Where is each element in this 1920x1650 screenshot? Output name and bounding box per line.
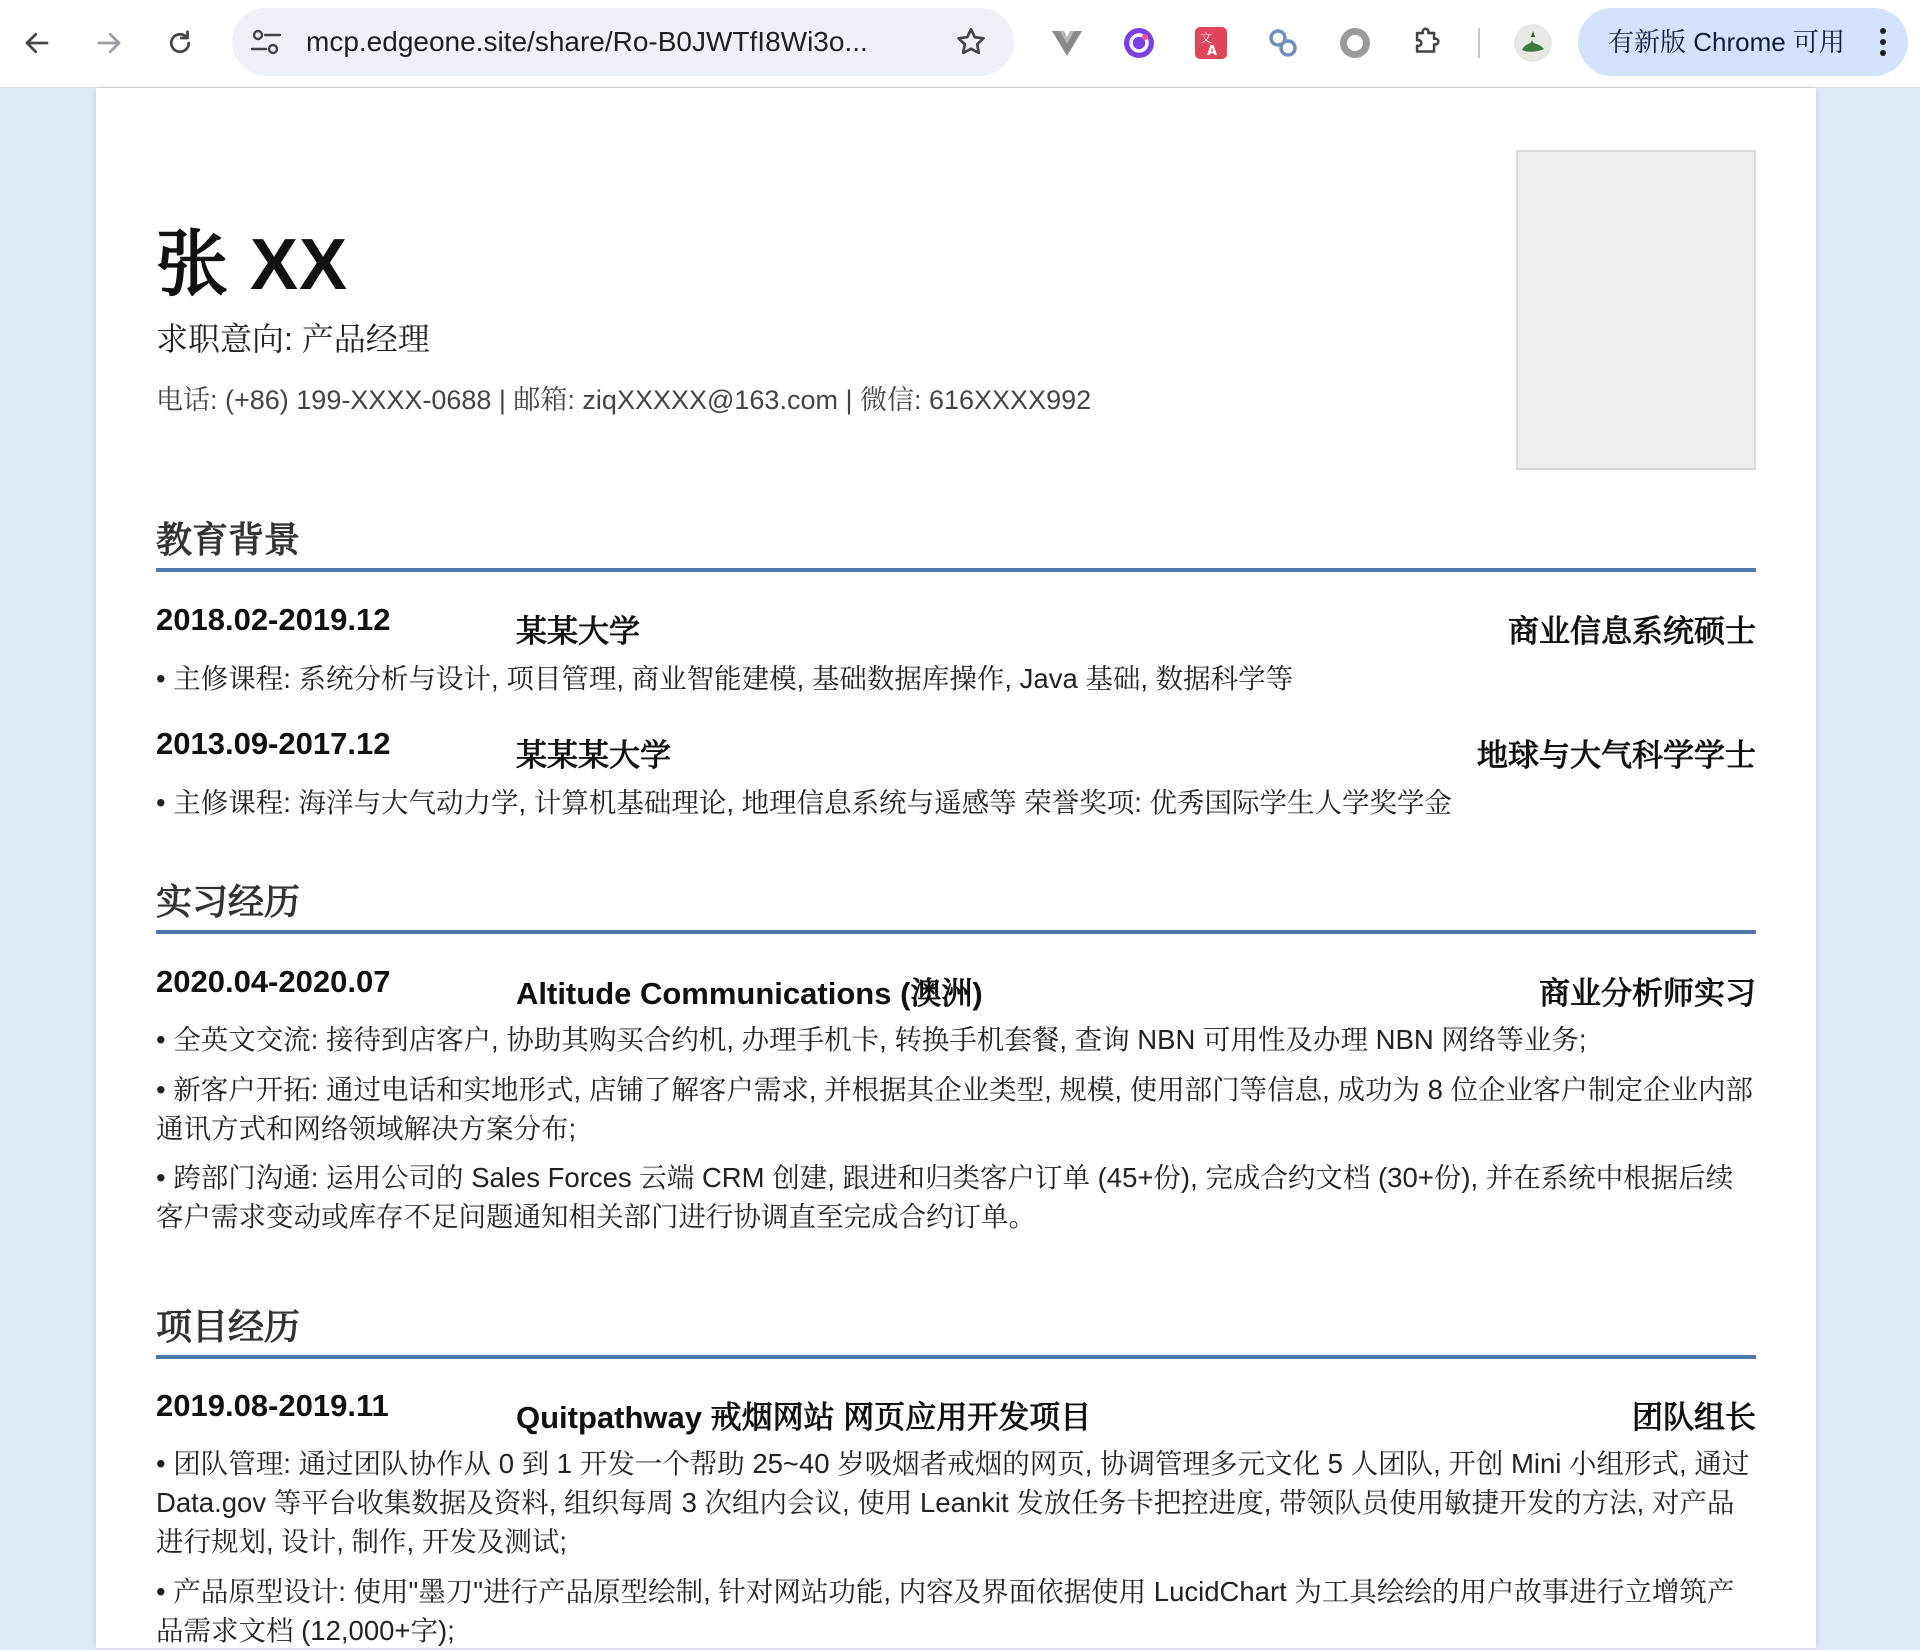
internship-bullet: • 跨部门沟通: 运用公司的 Sales Forces 云端 CRM 创建, 跟进和归类客户订单 (45+份), 完成合约文档 (30+份), 并在系统中根据后续客户需求变动或库存不足问题通知相关部门进行协调直至完成合约订单。 [156, 1162, 1734, 1232]
contact-info: 电话: (+86) 199-XXXX-0688 | 邮箱: ziqXXXXX@163.com | 微信: 616XXXX992 [156, 385, 1092, 415]
project-name: Quitpathway 戒烟网站 网页应用开发项目 [516, 1400, 1092, 1435]
extension-circle-icon [1122, 26, 1156, 60]
reload-button[interactable] [155, 18, 205, 68]
project-bullet: • 产品原型设计: 使用"墨刀"进行产品原型绘制, 针对网站功能, 内容及界面依据使用 LucidChart 为工具绘绘的用户故事进行立增筑产品需求文档 (12,000+字); [156, 1576, 1735, 1646]
extension-v[interactable] [1046, 22, 1088, 64]
education-date: 2018.02-2019.12 [156, 602, 391, 637]
extension-link[interactable] [1262, 22, 1304, 64]
profile-button[interactable] [1512, 22, 1554, 64]
extensions-puzzle-icon [1410, 26, 1444, 60]
education-school: 某某某大学 [516, 738, 671, 773]
svg-text:文: 文 [1200, 31, 1213, 45]
section-title-project: 项目经历 [156, 1306, 301, 1347]
section-divider [156, 930, 1756, 934]
svg-text:A: A [1207, 44, 1218, 59]
extension-v-icon [1050, 28, 1084, 58]
site-info-icon[interactable] [250, 28, 282, 56]
back-icon [22, 28, 52, 58]
education-school: 某某大学 [516, 614, 640, 649]
reload-icon [165, 28, 195, 58]
education-detail: • 主修课程: 海洋与大气动力学, 计算机基础理论, 地理信息系统与遥感等 荣誉奖项: 优秀国际学生人学奖学金 [156, 787, 1453, 818]
education-date: 2013.09-2017.12 [156, 726, 391, 761]
bookmark-star-icon[interactable] [954, 25, 988, 59]
project-role: 团队组长 [1632, 1400, 1756, 1435]
forward-button[interactable] [84, 18, 134, 68]
internship-company: Altitude Communications (澳洲) [516, 976, 983, 1011]
internship-bullet: • 新客户开拓: 通过电话和实地形式, 店铺了解客户需求, 并根据其企业类型, 规模, 使用部门等信息, 成功为 8 位企业客户制定企业内部通讯方式和网络领域解决方案分布; [156, 1074, 1754, 1144]
project-bullet: • 团队管理: 通过团队协作从 0 到 1 开发一个帮助 25~40 岁吸烟者戒烟的网页, 协调管理多元文化 5 人团队, 开创 Mini 小组形式, 通过 Data.gov 等平台收集数据及资料, 组织每周 3 次组内会议, 使用 Leankit 发放任务卡把控进度, 带领队员使用敏捷开发的方法, 对产品进行规划, 设计, 制作, 开发及测试; [156, 1448, 1750, 1557]
section-title-education: 教育背景 [156, 519, 301, 560]
section-divider [156, 568, 1756, 572]
extension-link-icon [1266, 26, 1300, 60]
resume-page [96, 88, 1816, 1648]
extension-record-icon [1338, 26, 1372, 60]
extension-translate-icon [1194, 26, 1228, 60]
internship-bullet: • 全英文交流: 接待到店客户, 协助其购买合约机, 办理手机卡, 转换手机套餐, 查询 NBN 可用性及办理 NBN 网络等业务; [156, 1024, 1587, 1055]
job-intent: 求职意向: 产品经理 [156, 321, 430, 357]
address-bar[interactable] [232, 8, 1014, 76]
extensions-button[interactable] [1406, 22, 1448, 64]
profile-avatar-icon [1513, 23, 1553, 63]
menu-dots-icon[interactable] [1878, 26, 1888, 58]
forward-icon [94, 28, 124, 58]
section-divider [156, 1355, 1756, 1359]
section-title-internship: 实习经历 [156, 881, 301, 922]
education-detail: • 主修课程: 系统分析与设计, 项目管理, 商业智能建模, 基础数据库操作, Java 基础, 数据科学等 [156, 663, 1294, 694]
chrome-update-button[interactable] [1578, 8, 1908, 76]
internship-role: 商业分析师实习 [1539, 976, 1756, 1011]
chrome-update-label: 有新版 Chrome 可用 [1608, 27, 1845, 57]
back-button[interactable] [12, 18, 62, 68]
project-date: 2019.08-2019.11 [156, 1388, 389, 1423]
candidate-name: 张 XX [156, 225, 349, 305]
extension-record[interactable] [1334, 22, 1376, 64]
internship-date: 2020.04-2020.07 [156, 964, 391, 999]
extension-circle[interactable] [1118, 22, 1160, 64]
url-text[interactable]: mcp.edgeone.site/share/Ro-B0JWTfI8Wi3o... [306, 26, 868, 57]
extension-translate[interactable] [1190, 22, 1232, 64]
photo-placeholder [1516, 150, 1756, 470]
education-degree: 地球与大气科学学士 [1477, 738, 1756, 773]
browser-toolbar [0, 0, 1920, 88]
toolbar-separator [1478, 28, 1480, 58]
education-degree: 商业信息系统硕士 [1508, 614, 1756, 649]
